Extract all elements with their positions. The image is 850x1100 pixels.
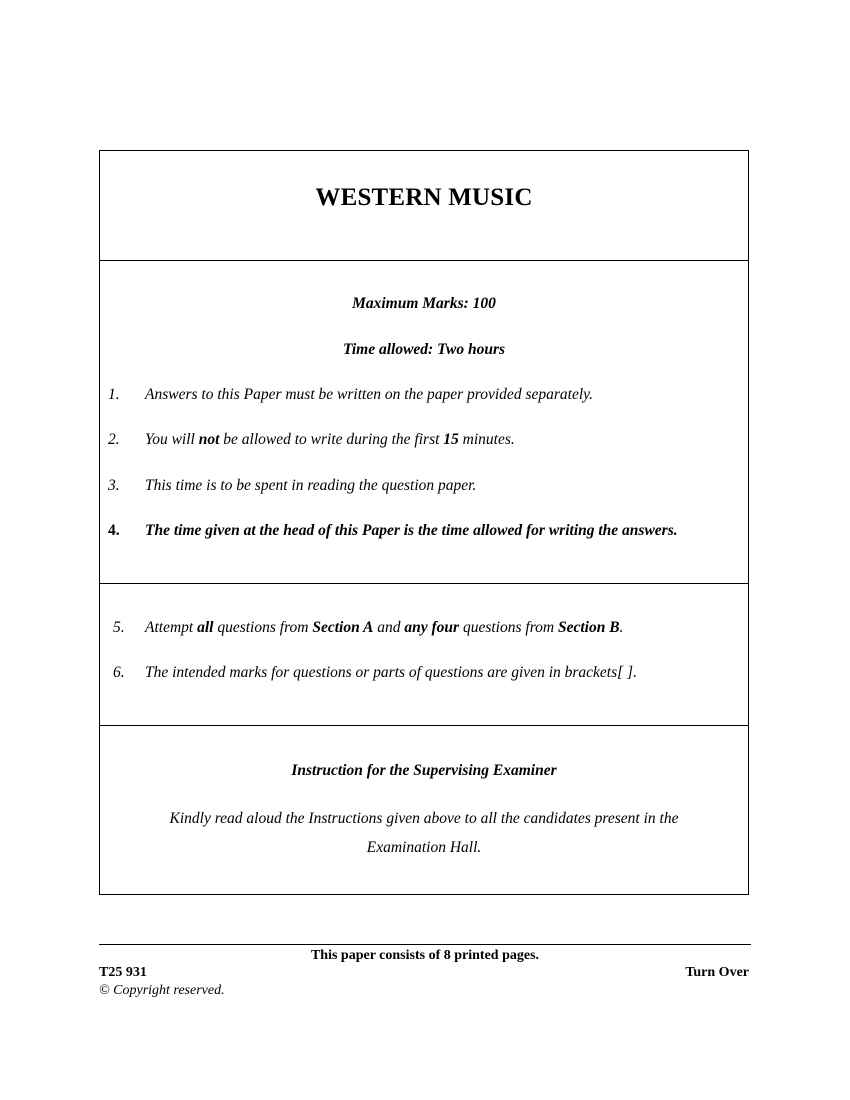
maximum-marks: Maximum Marks: 100	[352, 295, 496, 312]
paper-code: T25 931	[99, 965, 147, 980]
copyright-notice: © Copyright reserved.	[99, 983, 225, 998]
supervisor-heading: Instruction for the Supervising Examiner	[291, 762, 557, 779]
general-instructions-section: Maximum Marks: 100 Time allowed: Two hours 1. Answers to this Paper must be written on the paper provided separately. 2. You will not be allowed to write during the first 15 minutes. 3. This time is to be spent in reading the question paper. 4. The time given at the head of this Paper is the time allowed for writing the answers.	[100, 261, 748, 584]
title-section	[100, 151, 748, 261]
footer-divider	[99, 944, 751, 945]
supervisor-section	[100, 726, 748, 894]
page-count-note: This paper consists of 8 printed pages.	[310, 948, 540, 963]
supervisor-text: Kindly read aloud the Instructions given above to all the candidates present in the Examination Hall.	[169, 810, 679, 856]
section-instructions: 5. Attempt all questions from Section A and any four questions from Section B. 6. The intended marks for questions or parts of questions are given in brackets[ ].	[100, 584, 748, 726]
time-allowed: Time allowed: Two hours	[342, 341, 506, 358]
turn-over-label: Turn Over	[685, 965, 749, 980]
paper-title: WESTERN MUSIC	[315, 184, 533, 211]
instruction-box	[99, 150, 749, 895]
